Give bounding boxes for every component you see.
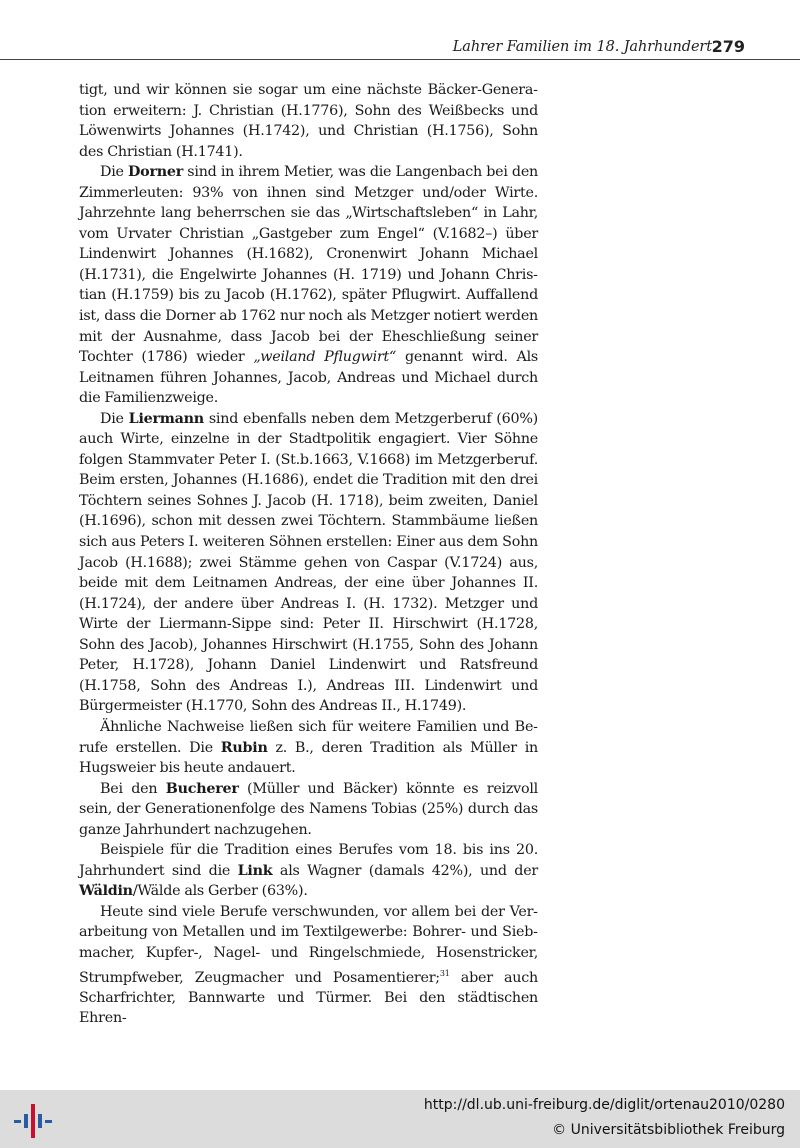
- family-name-dorner: Dorner: [128, 164, 184, 181]
- paragraph-dorner: Die Dorner sind in ihrem Metier, was die Langenbach bei den Zimmerleuten: 93% von ihnen sind Metzger und/oder Wirte. Jahrzehnte lang beherrschen sie das „Wirtschaftsleben“ in Lahr, vom Urvater Christian „Gastgeber zum Engel“ (V.1682–) über Lindenwirt Johannes (H.1682), Cronenwirt Johann Michael (H.1731), die Engelwirte Johannes (H. 1719) und Johann Christian (H.1759) bis zu Jacob (H.1762), später Pflugwirt. Auffallend ist, dass die Dorner ab 1762 nur noch als Metzger notiert werden mit der Ausnahme, dass Jacob bei der Eheschließung seiner Tochter (1786) wieder „weiland Pflugwirt“ genannt wird. Als Leitnamen führen Johannes, Jacob, Andreas und Michael durch die Familienzweige.: [79, 164, 538, 407]
- family-name-rubin: Rubin: [220, 739, 268, 756]
- running-title: Lahrer Familien im 18. Jahrhundert: [452, 39, 712, 55]
- paragraph-bucherer: Bei den Bucherer (Müller und Bäcker) könnte es reizvoll sein, der Generationenfolge des Namens Tobias (25%) durch das ganze Jahrhundert nachzugehen.: [79, 780, 538, 838]
- family-name-link: Link: [237, 862, 273, 879]
- footnote-ref[interactable]: 31: [439, 968, 450, 978]
- ub-freiburg-logo-icon: [14, 1104, 54, 1138]
- paragraph-1: tigt, und wir können sie sogar um eine nächste Bäcker-Generation erweitern: J. Christian (H.1776), Sohn des Weißbecks und Löwenwirts Johannes (H.1742), und Christian (H.1756), Sohn des Christian (H.1741).: [79, 82, 538, 160]
- quote-weiland-pflugwirt: „weiland Pflugwirt“: [253, 349, 397, 366]
- paragraph-berufe: Heute sind viele Berufe verschwunden, vor allem bei der Verarbeitung von Metallen und im Textilgewerbe: Bohrer- und Siebmacher, Kupfer-, Nagel- und Ringelschmiede, Hosenstricker, Strumpfweber, Zeugmacher und Posamentierer;$^{31}$ aber auch Scharfrichter, Bannwarte und Türmer. Bei den städtischen Ehren-: [79, 903, 538, 1027]
- body-text: [79, 80, 538, 1029]
- family-name-liermann: Liermann: [128, 410, 204, 427]
- copyright-notice: © Universitätsbibliothek Freiburg: [552, 1122, 785, 1138]
- family-name-waeldin: Wäldin: [79, 883, 133, 900]
- family-name-bucherer: Bucherer: [165, 780, 239, 797]
- paragraph-liermann: Die Liermann sind ebenfalls neben dem Metzgerberuf (60%) auch Wirte, einzelne in der Stadtpolitik engagiert. Vier Söhne folgen Stammvater Peter I. (St.b.1663, V.1668) im Metzgerberuf. Beim ersten, Johannes (H.1686), endet die Tradition mit den drei Töchtern seines Sohnes J. Jacob (H. 1718), beim zweiten, Daniel (H.1696), schon mit dessen zwei Töchtern. Stammbäume ließen sich aus Peters I. weiteren Söhnen erstellen: Einer aus dem Sohn Jacob (H.1688); zwei Stämme gehen von Caspar (V.1724) aus, beide mit dem Leitnamen Andreas, der eine über Johannes II. (H.1724), der andere über Andreas I. (H. 1732). Metzger und Wirte der Liermann-Sippe sind: Peter II. Hirschwirt (H.1728, Sohn des Jacob), Johannes Hirschwirt (H.1755, Sohn des Johann Peter, H.1728), Johann Daniel Lindenwirt und Ratsfreund (H.1758, Sohn des Andreas I.), Andreas III. Lindenwirt und Bürgermeister (H.1770, Sohn des Andreas II., H.1749).: [79, 410, 538, 715]
- paragraph-rubin: Ähnliche Nachweise ließen sich für weitere Familien und Berufe erstellen. Die Rubin z. B., deren Tradition als Müller in Hugsweier bis heute andauert.: [79, 718, 538, 777]
- paragraph-link: Beispiele für die Tradition eines Berufes vom 18. bis ins 20. Jahrhundert sind die Link als Wagner (damals 42%), und der Wäldin/Wälde als Gerber (63%).: [79, 842, 538, 900]
- page-number: 279: [711, 37, 745, 56]
- source-url-link[interactable]: http://dl.ub.uni-freiburg.de/diglit/ortenau2010/0280: [423, 1097, 785, 1113]
- running-head: [0, 37, 800, 59]
- footer-bar: [0, 1090, 800, 1148]
- header-rule: [0, 59, 800, 60]
